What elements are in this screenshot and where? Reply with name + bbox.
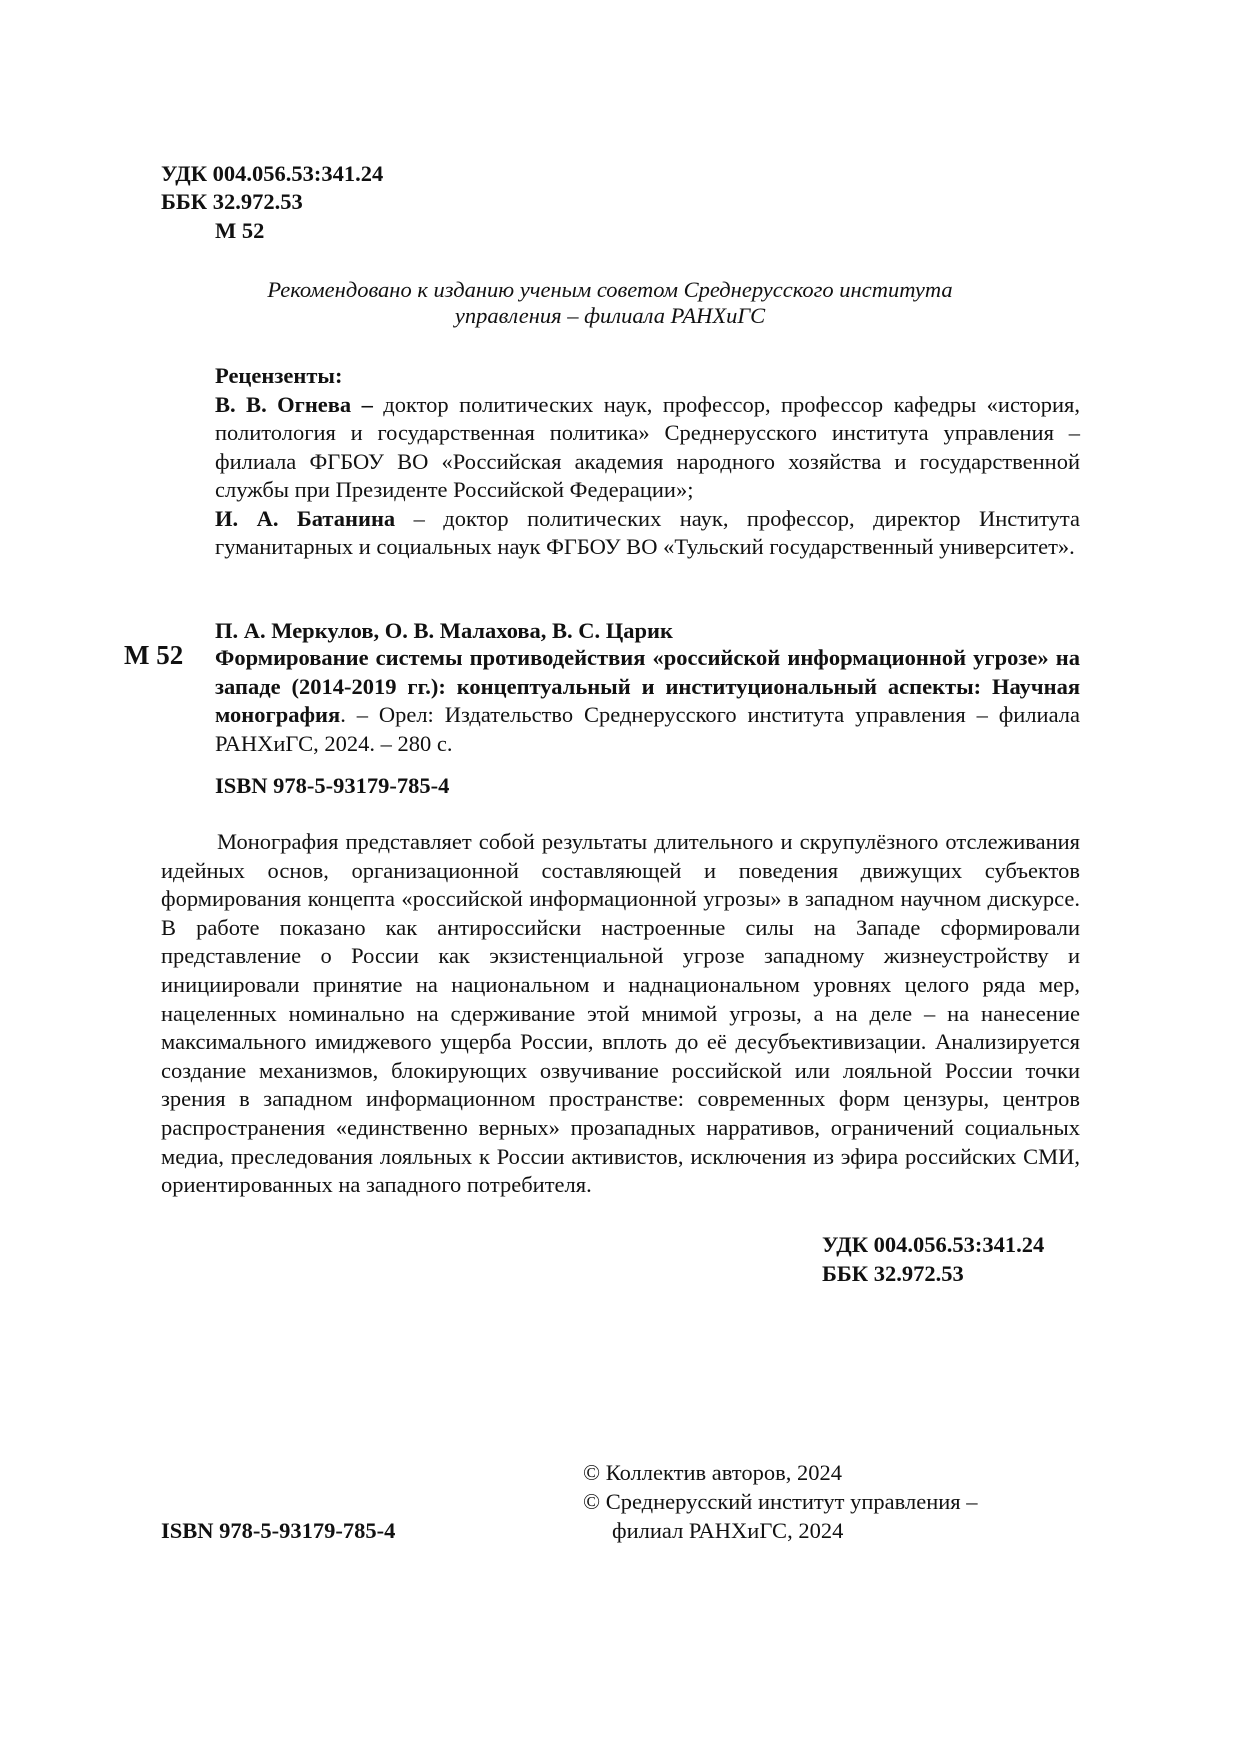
bib-record: [215, 644, 1080, 758]
copyright-authors: © Коллектив авторов, 2024: [583, 1460, 842, 1485]
copyright-institute-cont: филиал РАНХиГС, 2024: [612, 1518, 844, 1543]
reviewer-2-name: И. А. Батанина: [215, 505, 396, 531]
reviewer-2-text: – доктор политических наук, профессор, директор Института гуманитарных и социальных наук ФГБОУ ВО «Тульский государственный университет».: [215, 505, 1080, 559]
reviewer-2: [215, 505, 1080, 562]
header-udk: УДК 004.056.53:341.24: [161, 161, 384, 186]
reviewers-section: [215, 362, 1080, 562]
reviewers-heading: Рецензенты:: [215, 363, 343, 388]
abstract-udk: УДК 004.056.53:341.24: [822, 1232, 1045, 1257]
bib-title: Формирование системы противодействия «российской информационной угрозе» на западе (2014-2019 гг.): концептуальный и институциональный аспекты: Научная монография: [215, 645, 1080, 727]
bib-isbn: ISBN 978-5-93179-785-4: [215, 773, 450, 798]
footer-isbn: ISBN 978-5-93179-785-4: [161, 1518, 396, 1543]
abstract-text: Монография представляет собой результаты длительного и скрупулёзного отслеживания идейных основ, организационной составляющей и поведения движущих субъектов формирования концепта «российской информационной угрозы» в западном научном дискурсе. В работе показано как антироссийски настроенные силы на Западе сформировали представление о России как экзистенциальной угрозе западному жизнеустройству и инициировали принятие на национальном и наднациональном уровнях целого ряда мер, нацеленных номинально на сдерживание этой мнимой угрозы, а на деле – на нанесение максимального имиджевого ущерба России, вплоть до её десубъективизации. Анализируется создание механизмов, блокирующих озвучивание российской или лояльной России точки зрения в западном информационном пространстве: современных форм цензуры, центров распространения «единственно верных» прозападных нарративов, ограничений социальных медиа, преследования лояльных к России активистов, исключения из эфира российских СМИ, ориентированных на западного потребителя.: [161, 829, 1080, 1198]
header-author-mark: М 52: [215, 218, 265, 243]
recommendation-line2: управления – филиала РАНХиГС: [454, 303, 766, 328]
bib-imprint: . – Орел: Издательство Среднерусского института управления – филиала РАНХиГС, 2024. – 280 с.: [215, 702, 1080, 756]
reviewer-1-text: доктор политических наук, профессор, профессор кафедры «история, политология и государственная политика» Среднерусского института управления – филиала ФГБОУ ВО «Российская академия народного хозяйства и государственной службы при Президенте Российской Федерации»;: [215, 391, 1080, 502]
bib-authors: П. А. Меркулов, О. В. Малахова, В. С. Царик: [215, 618, 673, 643]
reviewer-1: [215, 391, 1080, 505]
recommendation-line1: Рекомендовано к изданию ученым советом Среднерусского института: [267, 277, 953, 302]
copyright-institute: © Среднерусский институт управления –: [583, 1489, 978, 1514]
recommendation: [200, 277, 1020, 329]
reviewer-1-name: В. В. Огнева –: [215, 391, 373, 417]
bib-mark: М 52: [124, 640, 184, 670]
abstract-bbk: ББК 32.972.53: [822, 1261, 964, 1286]
header-bbk: ББК 32.972.53: [161, 189, 303, 214]
